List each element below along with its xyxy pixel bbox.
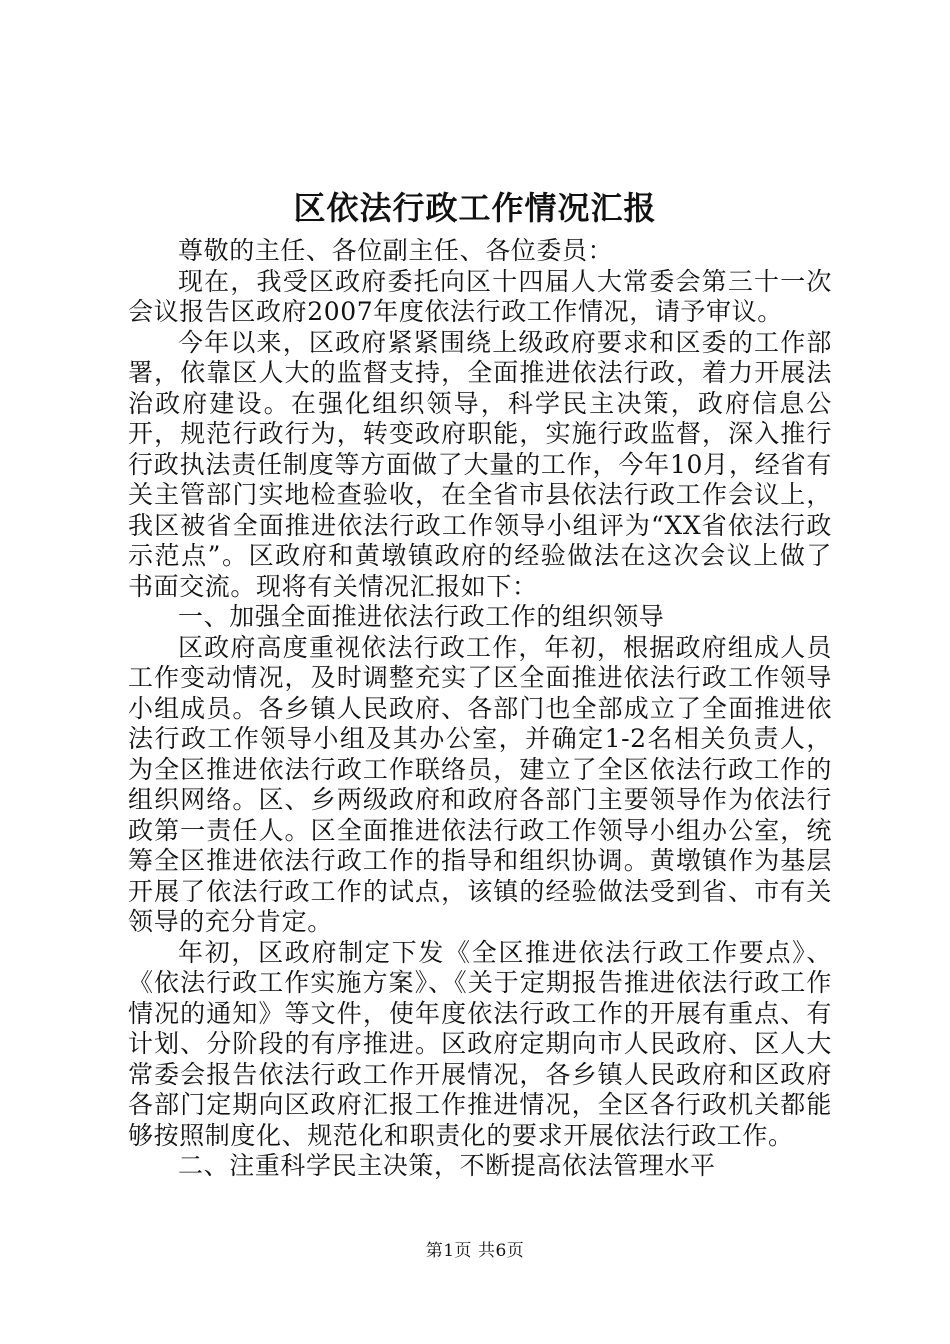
section-heading: 一、加强全面推进依法行政工作的组织领导	[178, 602, 665, 631]
body-paragraph: 今年以来，区政府紧紧围绕上级政府要求和区委的工作部署，依靠区人大的监督支持，全面推进依法行政，着力开展法治政府建设。在强化组织领导，科学民主决策，政府信息公开，规范行政行为，转变政府职能，实施行政监督，深入推行行政执法责任制度等方面做了大量的工作，今年10月，经省有关主管部门实地检查验收，在全省市县依法行政工作会议上，我区被省全面推进依法行政工作领导小组评为“XX省依法行政示范点”。区政府和黄墩镇政府的经验做法在这次会议上做了书面交流。现将有关情况汇报如下：	[128, 327, 832, 601]
section-heading: 二、注重科学民主决策，不断提高依法管理水平	[178, 1151, 716, 1180]
document-title: 区依法行政工作情况汇报	[293, 189, 657, 227]
body-paragraph: 现在，我受区政府委托向区十四届人大常委会第三十一次会议报告区政府2007年度依法行政工作情况，请予审议。	[128, 266, 832, 326]
salutation-paragraph: 尊敬的主任、各位副主任、各位委员：	[178, 236, 614, 265]
document-body	[128, 236, 832, 1182]
page-footer: 第1页 共6页	[425, 1241, 525, 1261]
body-paragraph: 区政府高度重视依法行政工作，年初，根据政府组成人员工作变动情况，及时调整充实了区全面推进依法行政工作领导小组成员。各乡镇人民政府、各部门也全部成立了全面推进依法行政工作领导小组及其办公室，并确定1-2名相关负责人，为全区推进依法行政工作联络员，建立了全区依法行政工作的组织网络。区、乡两级政府和政府各部门主要领导作为依法行政第一责任人。区全面推进依法行政工作领导小组办公室，统筹全区推进依法行政工作的指导和组织协调。黄墩镇作为基层开展了依法行政工作的试点，该镇的经验做法受到省、市有关领导的充分肯定。	[128, 632, 832, 936]
body-paragraph: 年初，区政府制定下发《全区推进依法行政工作要点》、《依法行政工作实施方案》、《关于定期报告推进依法行政工作情况的通知》等文件，使年度依法行政工作的开展有重点、有计划、分阶段的有序推进。区政府定期向市人民政府、区人大常委会报告依法行政工作开展情况，各乡镇人民政府和区政府各部门定期向区政府汇报工作推进情况，全区各行政机关都能够按照制度化、规范化和职责化的要求开展依法行政工作。	[128, 937, 832, 1150]
